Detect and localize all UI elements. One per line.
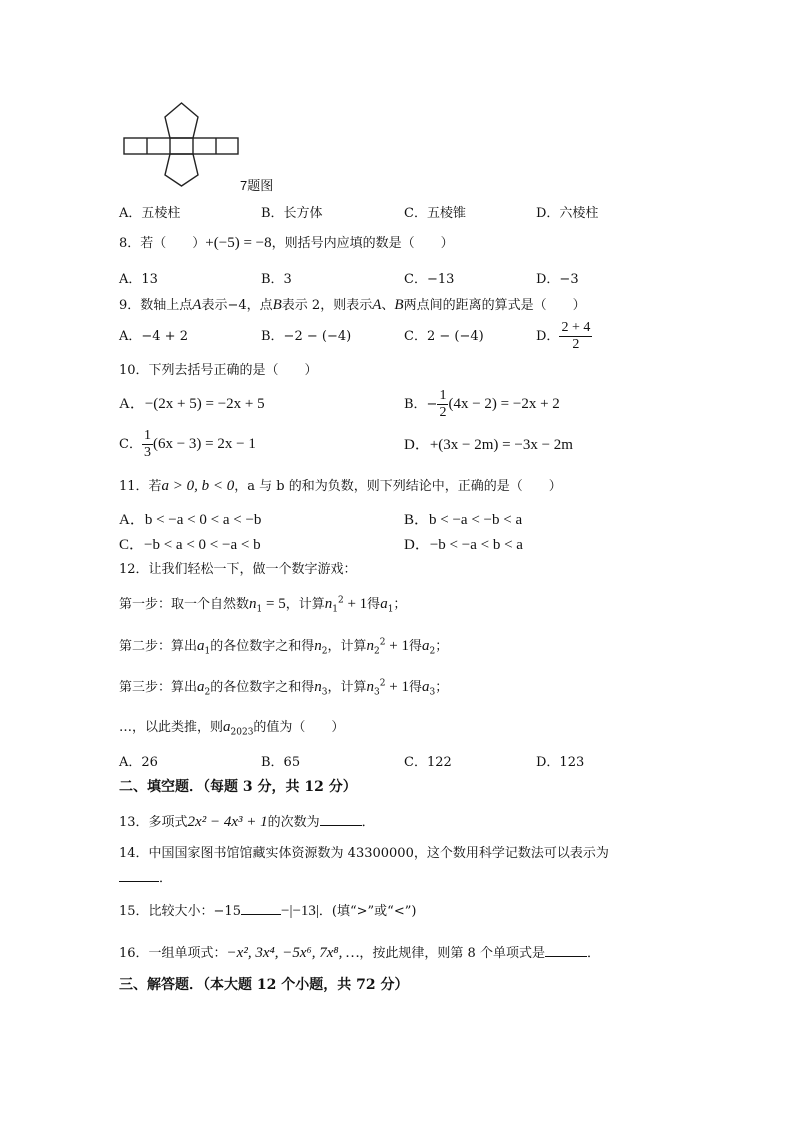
q7-option-d: D．六棱柱	[536, 206, 599, 221]
q14-answer-line: ．	[119, 871, 172, 885]
q11-stem: 11．若a > 0, b < 0，a 与 b 的和为负数，则下列结论中，正确的是（ ）	[119, 478, 562, 494]
q9-stem: 9．数轴上点A表示−4，点B表示 2，则表示A、B两点间的距离的算式是（ ）	[119, 297, 586, 313]
answer-blank	[320, 815, 362, 826]
fraction: $\frac{2 + 4}{2}$	[561, 320, 591, 352]
section-2-heading: 二、填空题．（每题 3 分，共 12 分）	[119, 779, 357, 795]
q10-option-a: A．−(2x + 5) = −2x + 5	[119, 396, 265, 412]
q8-option-c: C．−13	[404, 272, 455, 287]
q12-option-a: A．26	[119, 755, 158, 770]
q8-option-d: D．−3	[536, 272, 579, 287]
answer-blank	[119, 871, 159, 882]
q16-stem: 16．一组单项式：−x², 3x⁴, −5x⁶, 7x⁸, …，按此规律，则第 8 个单项式是 ．	[119, 945, 600, 961]
figure-caption: 7题图	[240, 178, 274, 193]
section-3-heading: 三、解答题．（本大题 12 个小题，共 72 分）	[119, 977, 409, 993]
q12-step-4: …，以此类推，则$a_{2023}$的值为（ ）	[119, 719, 345, 738]
fraction: $\frac{1}{3}$	[143, 428, 151, 460]
q10-stem: 10．下列去括号正确的是（ ）	[119, 363, 318, 378]
q10-option-d: D．+(3x − 2m) = −3x − 2m	[404, 437, 573, 453]
q12-step-1: 第一步：取一个自然数$n_1 = 5$，计算$n_1^2 + 1$得$a_1$；	[119, 595, 407, 615]
prism-net-diagram	[122, 100, 242, 190]
q13-stem: 13．多项式2x² − 4x³ + 1的次数为 ．	[119, 814, 375, 830]
q7-option-b: B．长方体	[261, 206, 323, 221]
q9-option-d: D． $\frac{2 + 4}{2}$	[536, 320, 591, 352]
fraction: $\frac{1}{2}$	[439, 388, 447, 420]
q7-option-c: C．五棱锥	[404, 206, 466, 221]
answer-blank	[241, 904, 281, 915]
q9-option-a: A．−4 + 2	[119, 329, 188, 344]
q12-option-d: D．123	[536, 755, 585, 770]
q12-option-c: C．122	[404, 755, 452, 770]
q8-option-b: B．3	[261, 272, 292, 287]
q11-option-d: D．−b < −a < b < a	[404, 537, 523, 553]
q10-option-b: B．− $\frac{1}{2}$ (4x − 2) = −2x + 2	[404, 388, 560, 420]
q10-option-c: C． $\frac{1}{3}$ (6x − 3) = 2x − 1	[119, 428, 256, 460]
q9-option-b: B．−2 − (−4)	[261, 329, 352, 344]
q15-stem: 15．比较大小：−15 −|−13|．(填“>”或“<”)	[119, 903, 417, 919]
q8-stem: 8．若（ ）+(−5) = −8，则括号内应填的数是（ ）	[119, 235, 454, 251]
q11-option-a: A．b < −a < 0 < a < −b	[119, 512, 262, 528]
q7-option-a: A．五棱柱	[119, 206, 181, 221]
q12-option-b: B．65	[261, 755, 301, 770]
q12-stem: 12．让我们轻松一下，做一个数字游戏：	[119, 562, 357, 577]
q11-option-b: B．b < −a < −b < a	[404, 512, 523, 528]
q12-step-3: 第三步：算出$a_2$的各位数字之和得$n_3$，计算$n_3^2 + 1$得$a_3$；	[119, 678, 449, 698]
answer-blank	[545, 946, 587, 957]
q12-step-2: 第二步：算出$a_1$的各位数字之和得$n_2$，计算$n_2^2 + 1$得$a_2$；	[119, 637, 449, 657]
q9-option-c: C．2 − (−4)	[404, 329, 484, 344]
q8-option-a: A．13	[119, 272, 158, 287]
q11-option-c: C．−b < a < 0 < −a < b	[119, 537, 261, 553]
q14-stem: 14．中国国家图书馆馆藏实体资源数为 43300000，这个数用科学记数法可以表示为	[119, 846, 609, 861]
q7-net-figure	[122, 100, 242, 194]
